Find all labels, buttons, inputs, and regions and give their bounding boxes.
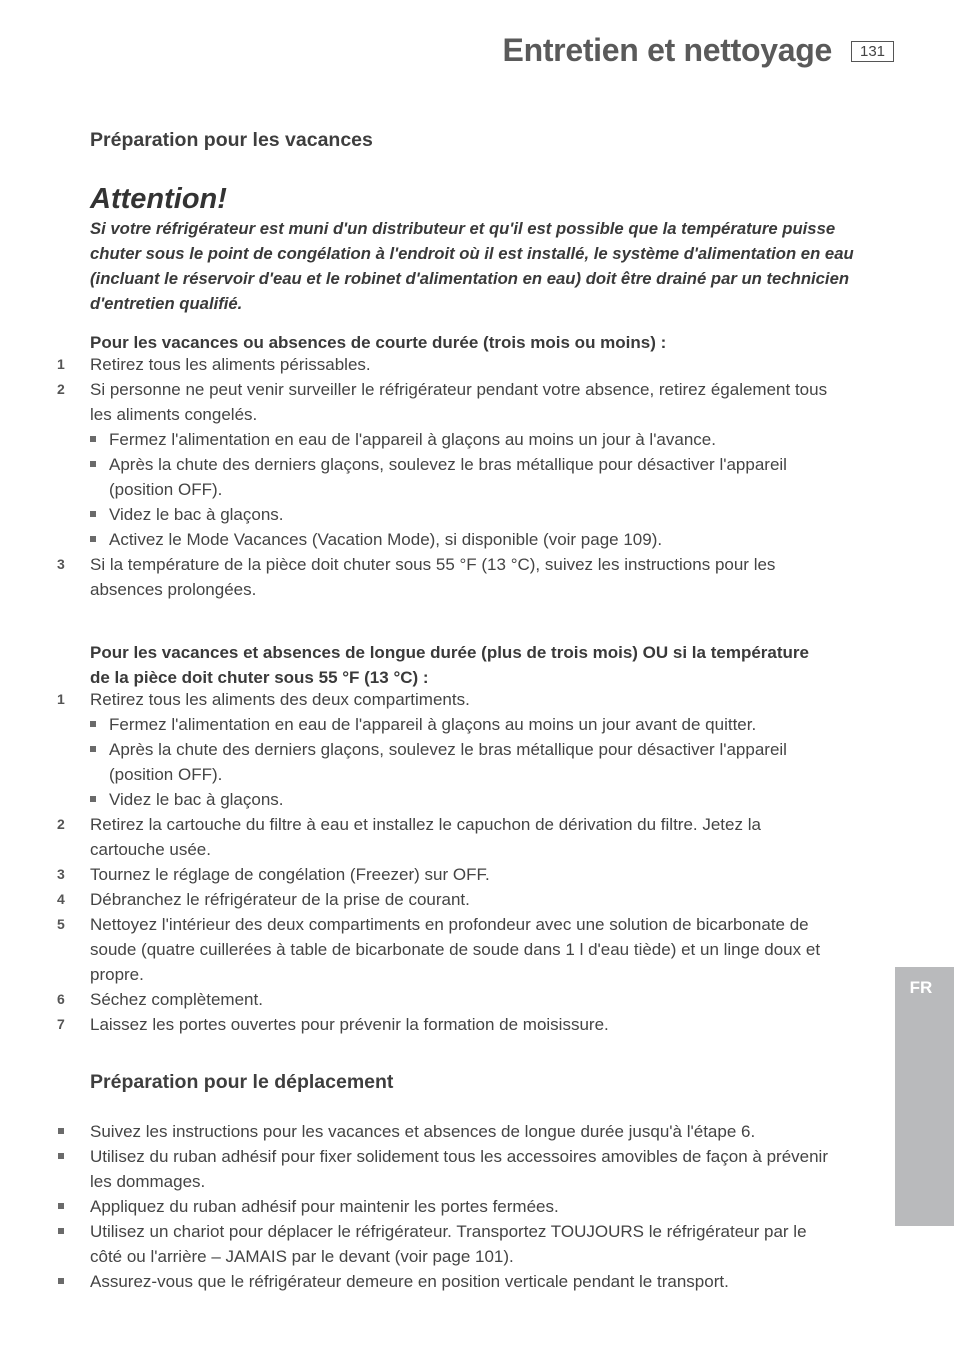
- bullet-marker: [58, 1278, 64, 1284]
- bullet-text: les dommages.: [90, 1172, 206, 1191]
- bullet-text: Après la chute des derniers glaçons, soulevez le bras métallique pour désactiver l'appareil: [109, 455, 787, 474]
- section-heading-deplacement: Préparation pour le déplacement: [90, 1071, 394, 1093]
- bullet-marker: [90, 796, 96, 802]
- step-text: Laissez les portes ouvertes pour prévenir la formation de moisissure.: [90, 1015, 609, 1034]
- bullet-marker: [90, 511, 96, 517]
- language-tab: [895, 967, 954, 1226]
- step-number: 2: [57, 381, 65, 397]
- warning-line: Si votre réfrigérateur est muni d'un distributeur et qu'il est possible que la température puisse: [90, 219, 836, 238]
- step-text: Si personne ne peut venir surveiller le réfrigérateur pendant votre absence, retirez également tous: [90, 380, 828, 399]
- page-title: Entretien et nettoyage: [502, 32, 832, 68]
- step-text: absences prolongées.: [90, 580, 257, 599]
- step-text: Débranchez le réfrigérateur de la prise de courant.: [90, 890, 470, 909]
- step-text: Retirez tous les aliments des deux compartiments.: [90, 690, 470, 709]
- bullet-marker: [58, 1203, 64, 1209]
- bullet-text: côté ou l'arrière – JAMAIS par le devant (voir page 101).: [90, 1247, 514, 1266]
- step-number: 7: [57, 1016, 65, 1032]
- bullet-text: (position OFF).: [109, 765, 223, 784]
- step-text: Séchez complètement.: [90, 990, 263, 1009]
- attention-title: Attention!: [90, 183, 227, 215]
- bullet-marker: [90, 536, 96, 542]
- bullet-marker: [90, 746, 96, 752]
- bullet-marker: [58, 1153, 64, 1159]
- long-absence-subheading-line: de la pièce doit chuter sous 55 °F (13 °C) :: [90, 668, 429, 687]
- step-text: propre.: [90, 965, 144, 984]
- step-number: 6: [57, 991, 65, 1007]
- short-absence-subheading: Pour les vacances ou absences de courte durée (trois mois ou moins) :: [90, 333, 667, 352]
- step-text: cartouche usée.: [90, 840, 211, 859]
- bullet-text: Videz le bac à glaçons.: [109, 505, 284, 524]
- bullet-text: Fermez l'alimentation en eau de l'appareil à glaçons au moins un jour à l'avance.: [109, 430, 716, 449]
- bullet-marker: [90, 721, 96, 727]
- step-text: Tournez le réglage de congélation (Freezer) sur OFF.: [90, 865, 490, 884]
- step-number: 1: [57, 356, 65, 372]
- step-number: 4: [57, 891, 65, 907]
- bullet-text: Après la chute des derniers glaçons, soulevez le bras métallique pour désactiver l'appareil: [109, 740, 787, 759]
- warning-line: d'entretien qualifié.: [90, 294, 243, 313]
- section-heading-vacances: Préparation pour les vacances: [90, 129, 373, 151]
- attention-warning: [90, 216, 880, 316]
- step-number: 5: [57, 916, 65, 932]
- warning-line: chuter sous le point de congélation à l'endroit où il est installé, le système d'alimentation en eau: [90, 244, 854, 263]
- step-text: Retirez la cartouche du filtre à eau et installez le capuchon de dérivation du filtre. Jetez la: [90, 815, 761, 834]
- long-absence-subheading-line: Pour les vacances et absences de longue durée (plus de trois mois) OU si la température: [90, 643, 809, 662]
- step-text: Retirez tous les aliments périssables.: [90, 355, 371, 374]
- bullet-marker: [90, 436, 96, 442]
- step-text: Nettoyez l'intérieur des deux compartiments en profondeur avec une solution de bicarbonate de: [90, 915, 809, 934]
- step-number: 3: [57, 866, 65, 882]
- language-tab-label: FR: [909, 978, 933, 997]
- bullet-text: Activez le Mode Vacances (Vacation Mode), si disponible (voir page 109).: [109, 530, 663, 549]
- step-number: 3: [57, 556, 65, 572]
- step-text: les aliments congelés.: [90, 405, 258, 424]
- step-number: 1: [57, 691, 65, 707]
- bullet-text: Utilisez du ruban adhésif pour fixer solidement tous les accessoires amovibles de façon à prévenir: [90, 1147, 828, 1166]
- bullet-marker: [90, 461, 96, 467]
- bullet-text: Suivez les instructions pour les vacances et absences de longue durée jusqu'à l'étape 6.: [90, 1122, 756, 1141]
- bullet-text: Videz le bac à glaçons.: [109, 790, 284, 809]
- bullet-text: Appliquez du ruban adhésif pour maintenir les portes fermées.: [90, 1197, 559, 1216]
- bullet-text: Utilisez un chariot pour déplacer le réfrigérateur. Transportez TOUJOURS le réfrigérateur par le: [90, 1222, 807, 1241]
- bullet-text: Fermez l'alimentation en eau de l'appareil à glaçons au moins un jour avant de quitter.: [109, 715, 757, 734]
- step-text: Si la température de la pièce doit chuter sous 55 °F (13 °C), suivez les instructions pour les: [90, 555, 776, 574]
- bullet-marker: [58, 1228, 64, 1234]
- step-number: 2: [57, 816, 65, 832]
- bullet-text: Assurez-vous que le réfrigérateur demeure en position verticale pendant le transport.: [90, 1272, 729, 1291]
- step-text: soude (quatre cuillerées à table de bicarbonate de soude dans 1 l d'eau tiède) et un linge doux et: [90, 940, 821, 959]
- page-number: 131: [851, 41, 894, 62]
- bullet-marker: [58, 1128, 64, 1134]
- warning-line: (incluant le réservoir d'eau et le robinet d'alimentation en eau) doit être drainé par un technicien: [90, 269, 850, 288]
- bullet-text: (position OFF).: [109, 480, 223, 499]
